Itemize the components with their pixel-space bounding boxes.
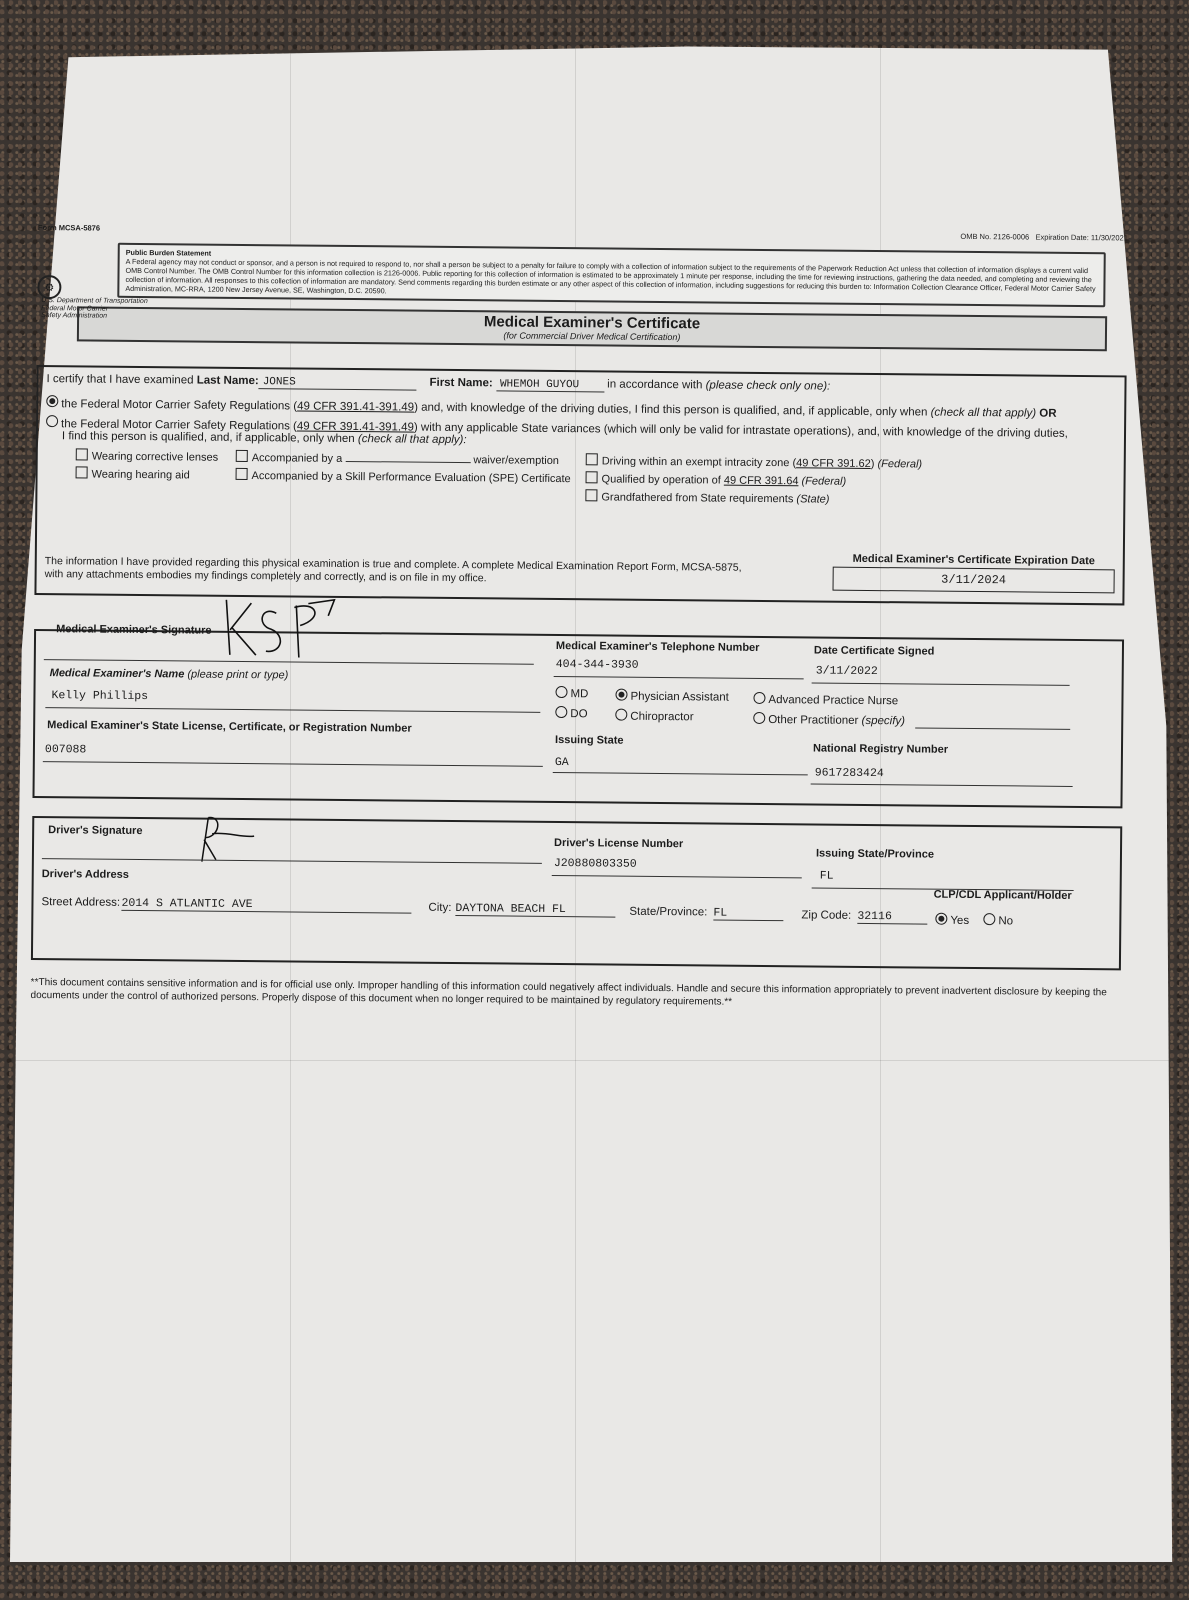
qualified-note: (Federal) — [801, 474, 847, 488]
other-radio[interactable] — [753, 711, 765, 723]
chiro-option — [615, 708, 693, 723]
driver-state-label: Issuing State/Province — [815, 846, 935, 861]
zip-field[interactable]: 32116 — [857, 909, 927, 924]
other-specify-line[interactable] — [915, 727, 1070, 729]
agency-line: U.S. Department of Transportation — [41, 297, 148, 306]
driver-section — [31, 815, 1122, 969]
opt1-or: OR — [1039, 407, 1057, 420]
qualified-checkbox[interactable] — [586, 471, 598, 483]
omb-info — [960, 232, 1128, 243]
opt1-text-b: ) and, with knowledge of the driving duties, I find this person is qualified, and, if applicable, only when — [414, 401, 928, 419]
street-field[interactable]: 2014 S ATLANTIC AVE — [121, 896, 411, 913]
burden-title: Public Burden Statement — [125, 247, 212, 258]
intracity-cfr-link[interactable]: 49 CFR 391.62 — [796, 456, 871, 470]
md-option — [555, 685, 588, 699]
street-label: Street Address: — [41, 895, 121, 909]
opt1-cfr-link[interactable]: 49 CFR 391.41-391.49 — [297, 399, 415, 414]
form-title: Medical Examiner's Certificate — [483, 312, 701, 332]
disclaimer-text: **This document contains sensitive information and is for official use only. Improper handling of this information could negatively affect individuals. Handle and secure this information appropriately to prevent inadvertent disclosure by keeping the documents under the control of authorized persons. Properly dispose of this document when no longer required to be maintained by regulatory requirements.** — [30, 976, 1107, 1008]
grandfathered-checkbox[interactable] — [585, 489, 597, 501]
dot-logo-icon: ⚙ — [37, 275, 61, 299]
opt2-text-b: ) with any applicable State variances (which will only be valid for intrastate operations), and, with knowledge of the driving duties, — [413, 421, 1068, 440]
md-label: MD — [570, 687, 589, 700]
pa-label: Physician Assistant — [630, 690, 729, 704]
intracity-tail: ) — [870, 457, 875, 470]
accordance-text: in accordance with — [607, 377, 703, 391]
other-note: (specify) — [861, 714, 906, 727]
issuing-state-field[interactable]: GA — [554, 755, 569, 769]
driver-state-field[interactable]: FL — [819, 869, 834, 883]
certificate-expiration — [833, 552, 1115, 593]
last-name-label: Last Name: — [196, 374, 259, 387]
intracity-note: (Federal) — [877, 457, 923, 470]
accompanied-option — [236, 449, 586, 466]
zip-label: Zip Code: — [801, 908, 852, 922]
spe-option — [236, 467, 586, 484]
clp-no-label: No — [998, 914, 1014, 927]
lenses-option — [76, 448, 236, 464]
examiner-name-line — [45, 707, 540, 713]
nrn-field[interactable]: 9617283424 — [814, 765, 884, 780]
examiner-section — [32, 622, 1124, 807]
first-name-field[interactable]: WHEMOH GUYOU — [496, 378, 604, 392]
grandfathered-option — [585, 489, 1055, 508]
opt2-cfr-link[interactable]: 49 CFR 391.41-391.49 — [296, 419, 414, 434]
last-name-field[interactable]: JONES — [259, 376, 417, 391]
waiver-blank[interactable] — [345, 460, 470, 462]
conditions-grid — [75, 448, 1115, 508]
state-variance-radio[interactable] — [46, 415, 58, 427]
apn-radio[interactable] — [753, 691, 765, 703]
accompanied-label: Accompanied by a — [251, 451, 343, 465]
phone-line — [554, 675, 804, 678]
apn-label: Advanced Practice Nurse — [768, 693, 899, 707]
phone-label: Medical Examiner's Telephone Number — [555, 639, 760, 654]
examiner-name-field[interactable]: Kelly Phillips — [51, 688, 149, 703]
date-signed-label: Date Certificate Signed — [813, 643, 935, 658]
first-name-label: First Name: — [429, 376, 493, 389]
opt2-note: (check all that apply): — [357, 432, 467, 446]
intracity-label: Driving within an exempt intracity zone ( — [601, 454, 797, 469]
opt2-text-c: I find this person is qualified, and, if applicable, only when — [61, 429, 355, 445]
apn-option — [753, 691, 898, 706]
form-id: Form MCSA-5876 — [37, 223, 101, 233]
other-option — [753, 711, 905, 726]
date-signed-field[interactable]: 3/11/2022 — [815, 663, 878, 678]
opt1-text: the Federal Motor Carrier Safety Regulations ( — [61, 397, 298, 412]
chiro-label: Chiropractor — [630, 710, 694, 723]
driver-license-label: Driver's License Number — [554, 836, 684, 850]
examiner-name-note: (please print or type) — [187, 667, 289, 681]
do-label: DO — [570, 707, 588, 720]
certify-intro: I certify that I have examined — [46, 372, 194, 386]
waiver-label: waiver/exemption — [473, 453, 560, 467]
clp-yes-option — [935, 912, 969, 926]
clp-cdl-label: CLP/CDL Applicant/Holder — [933, 888, 1072, 902]
license-field[interactable]: 007088 — [44, 742, 87, 756]
state-province-field[interactable]: FL — [713, 906, 783, 921]
agency-line: Safety Administration — [41, 312, 108, 320]
examiner-name-label — [50, 667, 289, 681]
clp-no-radio[interactable] — [983, 913, 995, 925]
opt2-text: the Federal Motor Carrier Safety Regulations ( — [61, 417, 297, 432]
qualified-option — [586, 471, 1056, 490]
hearing-option — [76, 466, 236, 482]
certification-statement: The information I have provided regarding this physical examination is true and complete. A complete Medical Examination Report Form, MCSA-5875, with any attachments embodies my findings completely and correctly, and is on file in my office. — [44, 554, 742, 584]
form-expiration: Expiration Date: 11/30/2021 — [1035, 232, 1128, 243]
driver-signature-image — [194, 813, 264, 866]
driver-signature-label: Driver's Signature — [48, 823, 143, 837]
certification-section — [34, 364, 1126, 604]
license-line — [43, 761, 543, 767]
accordance-note: (please check only one): — [705, 378, 831, 393]
federal-radio[interactable] — [46, 395, 58, 407]
expiration-date-field[interactable]: 3/11/2024 — [833, 566, 1115, 593]
spe-checkbox[interactable] — [236, 467, 248, 479]
agency-line: Federal Motor Carrier — [41, 304, 109, 313]
city-label: City: — [428, 901, 452, 914]
pa-radio[interactable] — [615, 688, 627, 700]
other-label: Other Practitioner — [768, 713, 859, 727]
form-subtitle: (for Commercial Driver Medical Certification) — [503, 329, 681, 342]
examiner-signature-image — [216, 594, 347, 670]
qualified-label: Qualified by operation of — [601, 472, 721, 487]
lenses-label: Wearing corrective lenses — [91, 450, 219, 464]
agency-name — [41, 297, 148, 321]
issuing-state-label: Issuing State — [555, 733, 624, 747]
qualified-cfr-link[interactable]: 49 CFR 391.64 — [723, 474, 799, 487]
license-label: Medical Examiner's State License, Certificate, or Registration Number — [47, 718, 412, 735]
clp-yes-radio[interactable] — [935, 912, 947, 924]
nrn-line — [811, 783, 1073, 787]
spe-label: Accompanied by a Skill Performance Evaluation (SPE) Certificate — [251, 469, 571, 485]
do-option — [555, 705, 587, 719]
intracity-checkbox[interactable] — [586, 453, 598, 465]
burden-text: A Federal agency may not conduct or sponsor, and a person is not required to respond to, nor shall a person be subject to a penalty for failure to comply with a collection of information subject to the requirements of the Paperwork Reduction Act unless that collection of information displays a current valid OMB Control Number. The OMB Control Number for this information collection is 2126-0006. Public reporting for this collection of information is estimated to be approximately 1 minute per response, including the time for reviewing instructions, gathering the data needed, and completing and reviewing the collection of information. All responses to this collection of information are mandatory. Send comments regarding this burden estimate or any other aspect of this collection of information, including suggestions for reducing this burden to: Information Collection Clearance Officer, Federal Motor Carrier Safety Administration, MC-RRA, 1200 New Jersey Avenue, SE, Washington, D.C. 20590. — [125, 256, 1096, 296]
intracity-option — [586, 453, 1056, 472]
omb-number: OMB No. 2126-0006 — [960, 231, 1030, 242]
medical-certificate-form — [31, 223, 1128, 1012]
hearing-checkbox[interactable] — [76, 466, 88, 478]
opt1-note: (check all that apply) — [930, 406, 1037, 420]
do-radio[interactable] — [555, 705, 567, 717]
grandfathered-note: (State) — [796, 492, 830, 506]
city-field[interactable]: DAYTONA BEACH FL — [455, 902, 615, 918]
fold-line — [10, 1060, 1178, 1061]
clp-yes-label: Yes — [950, 914, 970, 927]
waiver-checkbox[interactable] — [236, 449, 248, 461]
date-signed-line — [812, 682, 1070, 685]
driver-address-label: Driver's Address — [41, 867, 130, 881]
driver-license-line — [552, 874, 802, 877]
issuing-state-line — [553, 771, 808, 774]
examiner-signature-label: Medical Examiner's Signature — [56, 622, 212, 637]
state-province-label: State/Province: — [629, 905, 708, 918]
phone-field[interactable]: 404-344-3930 — [555, 657, 639, 672]
driver-license-field[interactable]: J20880803350 — [553, 856, 637, 871]
hearing-label: Wearing hearing aid — [91, 468, 190, 481]
name-row — [46, 373, 1116, 397]
pa-option — [615, 688, 729, 703]
expiration-label: Medical Examiner's Certificate Expiration Date — [852, 552, 1095, 567]
nrn-label: National Registry Number — [812, 741, 949, 756]
lenses-checkbox[interactable] — [76, 448, 88, 460]
grandfathered-label: Grandfathered from State requirements — [601, 490, 794, 505]
chiro-radio[interactable] — [615, 708, 627, 720]
clp-no-option — [983, 913, 1013, 927]
driver-signature-line[interactable] — [42, 858, 542, 864]
md-radio[interactable] — [555, 685, 567, 697]
examiner-name-label-text: Medical Examiner's Name — [49, 666, 185, 680]
